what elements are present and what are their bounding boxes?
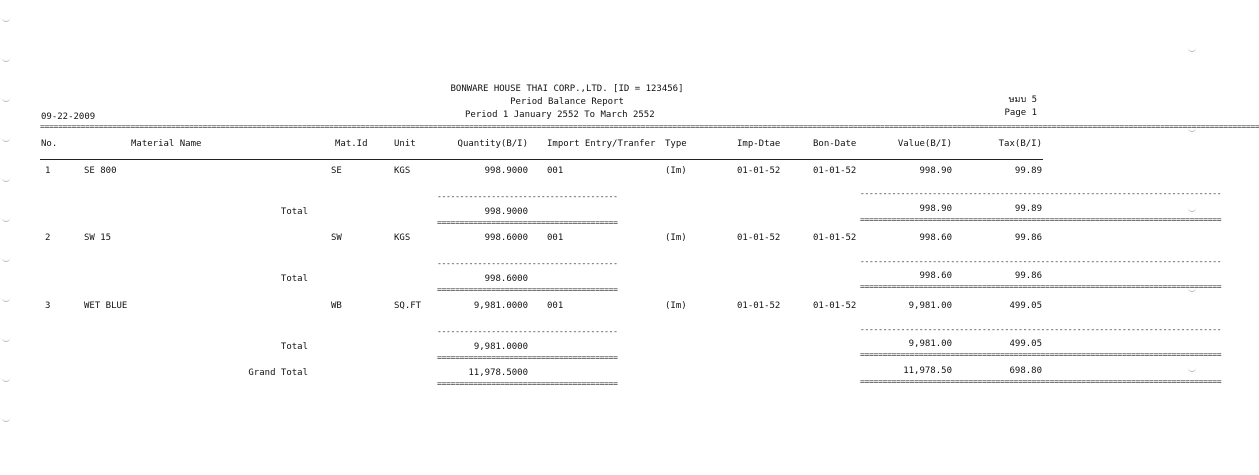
col-material-name: Material Name (131, 139, 202, 149)
left-edge-mark (2, 18, 10, 22)
subtotal-value: 9,981.00 (908, 339, 952, 349)
left-edge-mark (2, 298, 10, 302)
form-code: ษมบ 5 (1008, 95, 1037, 105)
grand-total-quantity: 11,978.5000 (468, 368, 528, 378)
row-mat-id: SE (331, 166, 342, 176)
row-imp-date: 01-01-52 (737, 301, 781, 311)
col-imp-date: Imp-Dtae (737, 139, 781, 149)
subtotal-rule: ---------------------------------------- (437, 259, 618, 268)
right-edge-mark (1188, 48, 1196, 52)
subtotal-quantity: 998.6000 (484, 274, 528, 284)
row-import-entry: 001 (547, 301, 564, 311)
page-number: Page 1 (1004, 108, 1037, 118)
row-type: (Im) (665, 166, 687, 176)
subtotal-tax: 499.05 (1009, 339, 1042, 349)
header-double-rule: ============================================================================================================================================================================================================================================================================== (40, 122, 1259, 131)
grand-total-label: Grand Total (248, 368, 308, 378)
row-tax: 99.86 (1014, 233, 1042, 243)
row-value: 998.60 (919, 233, 952, 243)
subtotal-quantity: 998.9000 (484, 207, 528, 217)
row-no: 2 (45, 233, 51, 243)
subtotal-double-rule: ======================================== (437, 353, 618, 362)
subtotal-rule: -------------------------------------------------------------------------------- (860, 189, 1222, 198)
row-import-entry: 001 (547, 166, 564, 176)
row-value: 9,981.00 (908, 301, 952, 311)
col-mat-id: Mat.Id (335, 139, 368, 149)
row-type: (Im) (665, 301, 687, 311)
col-value: Value(B/I) (897, 139, 952, 149)
row-imp-date: 01-01-52 (737, 166, 781, 176)
subtotal-double-rule: ================================================================================ (860, 282, 1222, 291)
subtotal-label: Total (280, 207, 308, 217)
row-material-name: WET BLUE (84, 301, 128, 311)
col-unit: Unit (394, 139, 416, 149)
header-underline (40, 159, 1043, 160)
subtotal-rule: -------------------------------------------------------------------------------- (860, 257, 1222, 266)
report-date: 09-22-2009 (41, 112, 96, 122)
subtotal-value: 998.90 (919, 204, 952, 214)
subtotal-rule: -------------------------------------------------------------------------------- (860, 325, 1222, 334)
row-quantity: 998.6000 (484, 233, 528, 243)
subtotal-label: Total (280, 274, 308, 284)
col-no: No. (41, 139, 58, 149)
subtotal-value: 998.60 (919, 271, 952, 281)
row-import-entry: 001 (547, 233, 564, 243)
subtotal-label: Total (280, 342, 308, 352)
subtotal-tax: 99.86 (1014, 271, 1042, 281)
row-unit: KGS (394, 233, 411, 243)
row-unit: KGS (394, 166, 411, 176)
left-edge-mark (2, 58, 10, 62)
row-mat-id: WB (331, 301, 342, 311)
row-bon-date: 01-01-52 (813, 166, 857, 176)
grand-total-tax: 698.80 (1009, 366, 1042, 376)
row-value: 998.90 (919, 166, 952, 176)
row-material-name: SW 15 (84, 233, 112, 243)
row-quantity: 9,981.0000 (473, 301, 528, 311)
col-import-entry: Import Entry/Tranfer (547, 139, 656, 149)
row-material-name: SE 800 (84, 166, 117, 176)
row-no: 3 (45, 301, 51, 311)
left-edge-mark (2, 418, 10, 422)
report-title: Period Balance Report (510, 97, 624, 107)
left-edge-mark (2, 218, 10, 222)
subtotal-rule: ---------------------------------------- (437, 327, 618, 336)
row-no: 1 (45, 166, 51, 176)
row-tax: 99.89 (1014, 166, 1042, 176)
right-edge-mark (1188, 208, 1196, 212)
row-imp-date: 01-01-52 (737, 233, 781, 243)
left-edge-mark (2, 378, 10, 382)
subtotal-double-rule: ======================================== (437, 285, 618, 294)
subtotal-double-rule: ================================================================================ (860, 215, 1222, 224)
left-edge-mark (2, 138, 10, 142)
row-tax: 499.05 (1009, 301, 1042, 311)
col-type: Type (665, 139, 687, 149)
company-name: BONWARE HOUSE THAI CORP.,LTD. [ID = 123456] (450, 84, 684, 94)
subtotal-double-rule: ================================================================================ (860, 350, 1222, 359)
row-bon-date: 01-01-52 (813, 301, 857, 311)
row-type: (Im) (665, 233, 687, 243)
right-edge-mark (1188, 368, 1196, 372)
col-tax: Tax(B/I) (998, 139, 1042, 149)
grand-total-double-rule: ======================================== (437, 379, 618, 388)
left-edge-mark (2, 98, 10, 102)
col-quantity: Quantity(B/I) (457, 139, 528, 149)
row-bon-date: 01-01-52 (813, 233, 857, 243)
row-unit: SQ.FT (394, 301, 422, 311)
subtotal-double-rule: ======================================== (437, 218, 618, 227)
subtotal-rule: ---------------------------------------- (437, 192, 618, 201)
grand-total-value: 11,978.50 (903, 366, 952, 376)
report-period: Period 1 January 2552 To March 2552 (465, 110, 655, 120)
grand-total-double-rule: ================================================================================ (860, 377, 1222, 386)
row-quantity: 998.9000 (484, 166, 528, 176)
left-edge-mark (2, 258, 10, 262)
row-mat-id: SW (331, 233, 342, 243)
subtotal-tax: 99.89 (1014, 204, 1042, 214)
left-edge-mark (2, 178, 10, 182)
subtotal-quantity: 9,981.0000 (473, 342, 528, 352)
left-edge-mark (2, 338, 10, 342)
col-bon-date: Bon-Date (813, 139, 857, 149)
